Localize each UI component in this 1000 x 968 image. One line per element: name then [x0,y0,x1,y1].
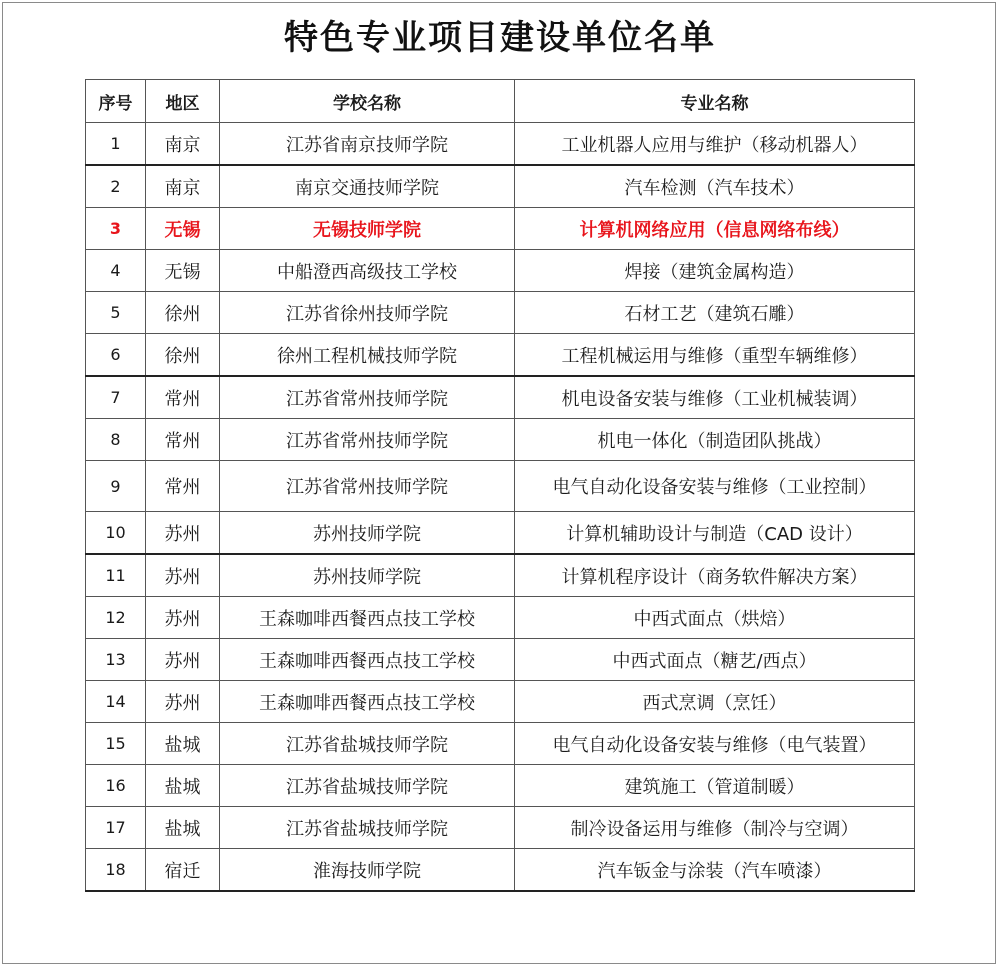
table-row [86,250,915,292]
document-title: 特色专业项目建设单位名单 [284,18,716,58]
cell-major: 计算机辅助设计与制造（CAD 设计） [515,512,915,555]
cell-no: 14 [86,681,146,723]
table-row [86,554,915,597]
cell-region: 常州 [146,419,220,461]
cell-major: 计算机网络应用（信息网络布线） [515,208,915,250]
cell-major: 中西式面点（烘焙） [515,597,915,639]
cell-school: 徐州工程机械技师学院 [220,334,515,377]
cell-no: 18 [86,849,146,892]
cell-major: 计算机程序设计（商务软件解决方案） [515,554,915,597]
table-row [86,334,915,377]
cell-no: 13 [86,639,146,681]
cell-no: 6 [86,334,146,377]
cell-no: 9 [86,461,146,512]
cell-no: 4 [86,250,146,292]
cell-major: 机电一体化（制造团队挑战） [515,419,915,461]
cell-no: 10 [86,512,146,555]
cell-no: 16 [86,765,146,807]
cell-no: 11 [86,554,146,597]
cell-no: 2 [86,165,146,208]
cell-region: 无锡 [146,250,220,292]
cell-major: 中西式面点（糖艺/西点） [515,639,915,681]
cell-region: 苏州 [146,681,220,723]
table-row [86,639,915,681]
cell-school: 南京交通技师学院 [220,165,515,208]
table-row [86,597,915,639]
cell-no: 5 [86,292,146,334]
cell-region: 苏州 [146,554,220,597]
cell-region: 苏州 [146,512,220,555]
cell-region: 盐城 [146,807,220,849]
cell-school: 无锡技师学院 [220,208,515,250]
cell-school: 江苏省盐城技师学院 [220,723,515,765]
cell-school: 江苏省常州技师学院 [220,376,515,419]
cell-major: 工业机器人应用与维护（移动机器人） [515,123,915,166]
table-row [86,461,915,512]
header-major: 专业名称 [515,80,915,123]
cell-major: 电气自动化设备安装与维修（工业控制） [515,461,915,512]
cell-no: 7 [86,376,146,419]
cell-major: 焊接（建筑金属构造） [515,250,915,292]
cell-school: 江苏省徐州技师学院 [220,292,515,334]
cell-region: 苏州 [146,597,220,639]
cell-region: 盐城 [146,765,220,807]
table-row [86,165,915,208]
cell-region: 宿迁 [146,849,220,892]
cell-no: 8 [86,419,146,461]
table-row [86,376,915,419]
cell-region: 常州 [146,376,220,419]
cell-major: 工程机械运用与维修（重型车辆维修） [515,334,915,377]
cell-region: 常州 [146,461,220,512]
cell-region: 苏州 [146,639,220,681]
cell-region: 南京 [146,123,220,166]
table-row [86,807,915,849]
header-no: 序号 [86,80,146,123]
cell-region: 无锡 [146,208,220,250]
table-row [86,419,915,461]
cell-no: 3 [86,208,146,250]
cell-school: 王森咖啡西餐西点技工学校 [220,597,515,639]
cell-school: 王森咖啡西餐西点技工学校 [220,639,515,681]
cell-school: 江苏省常州技师学院 [220,461,515,512]
cell-major: 机电设备安装与维修（工业机械装调） [515,376,915,419]
cell-school: 江苏省南京技师学院 [220,123,515,166]
header-region: 地区 [146,80,220,123]
header-school: 学校名称 [220,80,515,123]
cell-no: 15 [86,723,146,765]
cell-no: 1 [86,123,146,166]
cell-school: 江苏省常州技师学院 [220,419,515,461]
cell-no: 12 [86,597,146,639]
cell-school: 王森咖啡西餐西点技工学校 [220,681,515,723]
table-row [86,123,915,166]
cell-major: 西式烹调（烹饪） [515,681,915,723]
cell-school: 苏州技师学院 [220,554,515,597]
unit-list-table [85,79,915,892]
cell-school: 江苏省盐城技师学院 [220,807,515,849]
cell-region: 南京 [146,165,220,208]
table-row [86,208,915,250]
cell-region: 徐州 [146,292,220,334]
table-row [86,723,915,765]
table-row [86,849,915,892]
cell-major: 石材工艺（建筑石雕） [515,292,915,334]
table-row [86,681,915,723]
cell-major: 汽车检测（汽车技术） [515,165,915,208]
cell-school: 中船澄西高级技工学校 [220,250,515,292]
table-header-row [86,80,915,123]
cell-region: 盐城 [146,723,220,765]
table-row [86,512,915,555]
cell-major: 制冷设备运用与维修（制冷与空调） [515,807,915,849]
cell-major: 汽车钣金与涂装（汽车喷漆） [515,849,915,892]
cell-major: 电气自动化设备安装与维修（电气装置） [515,723,915,765]
cell-major: 建筑施工（管道制暖） [515,765,915,807]
table-row [86,765,915,807]
cell-region: 徐州 [146,334,220,377]
cell-school: 淮海技师学院 [220,849,515,892]
table-row [86,292,915,334]
cell-school: 江苏省盐城技师学院 [220,765,515,807]
cell-school: 苏州技师学院 [220,512,515,555]
cell-no: 17 [86,807,146,849]
